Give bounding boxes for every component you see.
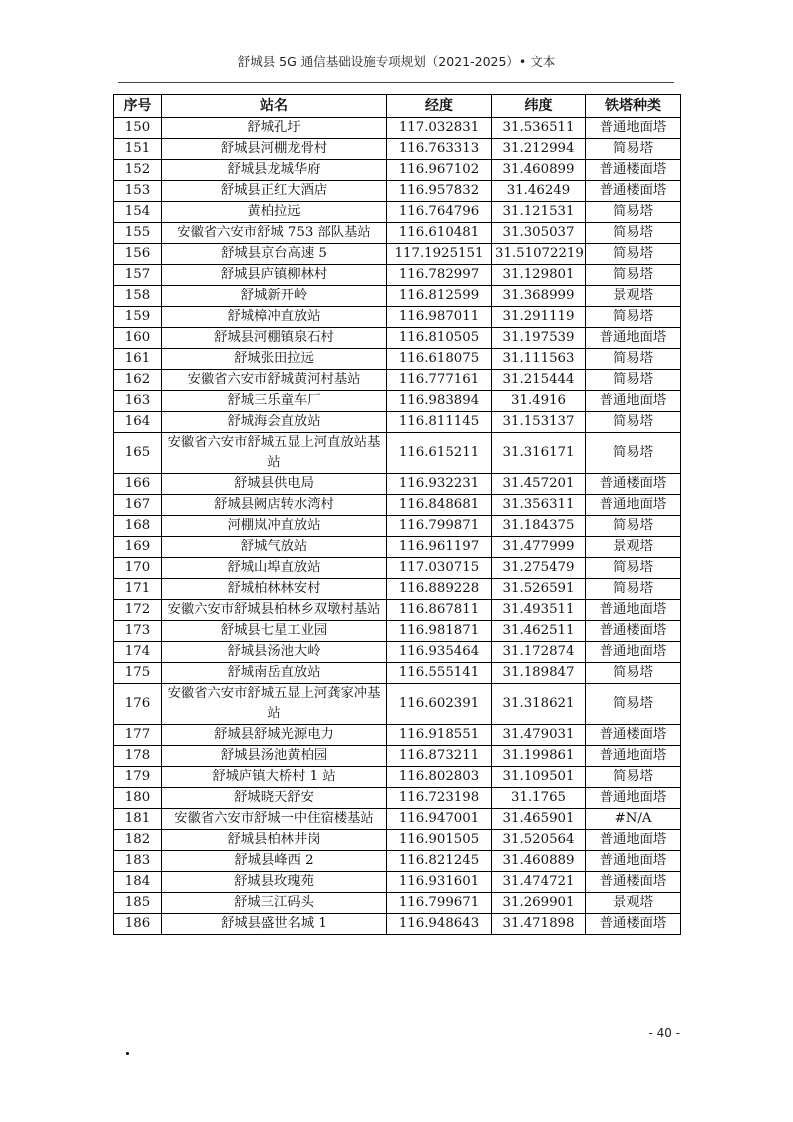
- cell-latitude: 31.199861: [492, 746, 586, 767]
- cell-longitude: 116.615211: [387, 433, 492, 474]
- cell-index: 181: [114, 809, 162, 830]
- cell-tower-type: 普通楼面塔: [586, 181, 681, 202]
- cell-index: 170: [114, 558, 162, 579]
- cell-tower-type: 简易塔: [586, 139, 681, 160]
- table-row: [114, 663, 681, 684]
- column-header-longitude: 经度: [387, 95, 492, 118]
- cell-station-name: 舒城县河棚龙骨村: [162, 139, 387, 160]
- cell-longitude: 117.030715: [387, 558, 492, 579]
- column-header-index: 序号: [114, 95, 162, 118]
- cell-tower-type: 简易塔: [586, 244, 681, 265]
- cell-latitude: 31.184375: [492, 516, 586, 537]
- cell-station-name: 舒城县阙店转水湾村: [162, 495, 387, 516]
- cell-longitude: 116.810505: [387, 328, 492, 349]
- cell-index: 150: [114, 118, 162, 139]
- cell-station-name: 安徽省六安市舒城 753 部队基站: [162, 223, 387, 244]
- cell-index: 161: [114, 349, 162, 370]
- cell-latitude: 31.460899: [492, 160, 586, 181]
- table-row: [114, 118, 681, 139]
- cell-latitude: 31.269901: [492, 893, 586, 914]
- cell-tower-type: 普通地面塔: [586, 118, 681, 139]
- cell-longitude: 116.981871: [387, 621, 492, 642]
- cell-longitude: 116.811145: [387, 412, 492, 433]
- cell-latitude: 31.212994: [492, 139, 586, 160]
- header-divider: [118, 82, 674, 83]
- cell-tower-type: 普通楼面塔: [586, 474, 681, 495]
- cell-latitude: 31.121531: [492, 202, 586, 223]
- cell-longitude: 117.032831: [387, 118, 492, 139]
- cell-tower-type: 普通楼面塔: [586, 160, 681, 181]
- cell-longitude: 116.918551: [387, 725, 492, 746]
- table-row: [114, 914, 681, 935]
- cell-index: 169: [114, 537, 162, 558]
- table-row: [114, 474, 681, 495]
- cell-station-name: 舒城县峰西 2: [162, 851, 387, 872]
- table-row: [114, 893, 681, 914]
- table-row: [114, 202, 681, 223]
- cell-longitude: 116.848681: [387, 495, 492, 516]
- table-row: [114, 642, 681, 663]
- cell-index: 158: [114, 286, 162, 307]
- cell-index: 178: [114, 746, 162, 767]
- cell-longitude: 116.957832: [387, 181, 492, 202]
- cell-latitude: 31.477999: [492, 537, 586, 558]
- cell-latitude: 31.460889: [492, 851, 586, 872]
- table-header-row: [114, 95, 681, 118]
- cell-longitude: 116.947001: [387, 809, 492, 830]
- cell-latitude: 31.172874: [492, 642, 586, 663]
- cell-index: 184: [114, 872, 162, 893]
- cell-longitude: 116.555141: [387, 663, 492, 684]
- cell-longitude: 116.602391: [387, 684, 492, 725]
- cell-station-name: 舒城三乐童车厂: [162, 391, 387, 412]
- cell-latitude: 31.356311: [492, 495, 586, 516]
- cell-tower-type: 普通地面塔: [586, 746, 681, 767]
- cell-index: 165: [114, 433, 162, 474]
- cell-station-name: 舒城县供电局: [162, 474, 387, 495]
- table-row: [114, 830, 681, 851]
- table-row: [114, 788, 681, 809]
- cell-station-name: 舒城气放站: [162, 537, 387, 558]
- cell-latitude: 31.129801: [492, 265, 586, 286]
- cell-station-name: 舒城孔圩: [162, 118, 387, 139]
- table-row: [114, 370, 681, 391]
- cell-station-name: 安徽省六安市舒城五显上河龚家冲基站: [162, 684, 387, 725]
- cell-index: 156: [114, 244, 162, 265]
- cell-tower-type: 景观塔: [586, 537, 681, 558]
- table-row: [114, 223, 681, 244]
- cell-station-name: 舒城县舒城光源电力: [162, 725, 387, 746]
- table-row: [114, 412, 681, 433]
- cell-index: 186: [114, 914, 162, 935]
- cell-station-name: 舒城南岳直放站: [162, 663, 387, 684]
- cell-longitude: 116.967102: [387, 160, 492, 181]
- cell-index: 159: [114, 307, 162, 328]
- cell-longitude: 116.948643: [387, 914, 492, 935]
- table-row: [114, 684, 681, 725]
- cell-station-name: 舒城新开岭: [162, 286, 387, 307]
- cell-tower-type: 景观塔: [586, 893, 681, 914]
- cell-tower-type: 简易塔: [586, 558, 681, 579]
- cell-latitude: 31.368999: [492, 286, 586, 307]
- cell-longitude: 116.777161: [387, 370, 492, 391]
- cell-station-name: 舒城三江码头: [162, 893, 387, 914]
- cell-index: 157: [114, 265, 162, 286]
- cell-longitude: 116.802803: [387, 767, 492, 788]
- cell-tower-type: 普通地面塔: [586, 495, 681, 516]
- page-number: - 40 -: [648, 1026, 680, 1040]
- cell-station-name: 舒城山埠直放站: [162, 558, 387, 579]
- cell-index: 173: [114, 621, 162, 642]
- cell-station-name: 舒城县汤池大岭: [162, 642, 387, 663]
- table-row: [114, 160, 681, 181]
- table-row: [114, 746, 681, 767]
- table-row: [114, 809, 681, 830]
- cell-tower-type: 简易塔: [586, 349, 681, 370]
- cell-tower-type: 简易塔: [586, 516, 681, 537]
- cell-index: 155: [114, 223, 162, 244]
- table-row: [114, 851, 681, 872]
- cell-longitude: 116.723198: [387, 788, 492, 809]
- cell-latitude: 31.479031: [492, 725, 586, 746]
- cell-station-name: 舒城县庐镇柳林村: [162, 265, 387, 286]
- page-header: 舒城县 5G 通信基础设施专项规划（2021-2025）• 文本: [237, 54, 556, 69]
- cell-index: 167: [114, 495, 162, 516]
- cell-longitude: 116.821245: [387, 851, 492, 872]
- cell-longitude: 116.618075: [387, 349, 492, 370]
- cell-longitude: 116.799671: [387, 893, 492, 914]
- cell-station-name: 舒城张田拉远: [162, 349, 387, 370]
- cell-longitude: 116.901505: [387, 830, 492, 851]
- cell-index: 183: [114, 851, 162, 872]
- footer-bullet-dot: [126, 1052, 129, 1055]
- cell-tower-type: 普通楼面塔: [586, 725, 681, 746]
- cell-station-name: 舒城县京台高速 5: [162, 244, 387, 265]
- cell-station-name: 安徽省六安市舒城黄河村基站: [162, 370, 387, 391]
- cell-station-name: 舒城县汤池黄柏园: [162, 746, 387, 767]
- cell-index: 153: [114, 181, 162, 202]
- cell-station-name: 舒城县七星工业园: [162, 621, 387, 642]
- cell-latitude: 31.109501: [492, 767, 586, 788]
- table-row: [114, 328, 681, 349]
- cell-tower-type: 普通地面塔: [586, 328, 681, 349]
- cell-index: 175: [114, 663, 162, 684]
- cell-latitude: 31.465901: [492, 809, 586, 830]
- cell-station-name: 安徽六安市舒城县柏林乡双墩村基站: [162, 600, 387, 621]
- cell-latitude: 31.291119: [492, 307, 586, 328]
- table-row: [114, 349, 681, 370]
- cell-latitude: 31.4916: [492, 391, 586, 412]
- cell-tower-type: 简易塔: [586, 307, 681, 328]
- cell-index: 163: [114, 391, 162, 412]
- table-body: [114, 118, 681, 935]
- cell-index: 151: [114, 139, 162, 160]
- cell-index: 172: [114, 600, 162, 621]
- table-row: [114, 244, 681, 265]
- cell-tower-type: 简易塔: [586, 412, 681, 433]
- cell-station-name: 舒城县柏林井岗: [162, 830, 387, 851]
- cell-station-name: 舒城县河棚镇泉石村: [162, 328, 387, 349]
- cell-index: 164: [114, 412, 162, 433]
- table-row: [114, 537, 681, 558]
- cell-longitude: 117.1925151: [387, 244, 492, 265]
- cell-tower-type: 简易塔: [586, 370, 681, 391]
- cell-tower-type: 简易塔: [586, 579, 681, 600]
- table-row: [114, 767, 681, 788]
- cell-longitude: 116.932231: [387, 474, 492, 495]
- cell-station-name: 河棚岚冲直放站: [162, 516, 387, 537]
- cell-station-name: 舒城海会直放站: [162, 412, 387, 433]
- cell-station-name: 安徽省六安市舒城五显上河直放站基站: [162, 433, 387, 474]
- cell-index: 176: [114, 684, 162, 725]
- table-row: [114, 872, 681, 893]
- cell-longitude: 116.873211: [387, 746, 492, 767]
- table-row: [114, 725, 681, 746]
- cell-tower-type: 普通地面塔: [586, 391, 681, 412]
- cell-station-name: 舒城县盛世名城 1: [162, 914, 387, 935]
- cell-station-name: 舒城县玫瑰苑: [162, 872, 387, 893]
- column-header-station-name: 站名: [162, 95, 387, 118]
- table-row: [114, 516, 681, 537]
- cell-longitude: 116.935464: [387, 642, 492, 663]
- table-row: [114, 286, 681, 307]
- cell-tower-type: 简易塔: [586, 767, 681, 788]
- cell-tower-type: 普通地面塔: [586, 642, 681, 663]
- cell-index: 166: [114, 474, 162, 495]
- cell-station-name: 舒城庐镇大桥村 1 站: [162, 767, 387, 788]
- cell-index: 171: [114, 579, 162, 600]
- cell-index: 154: [114, 202, 162, 223]
- cell-longitude: 116.763313: [387, 139, 492, 160]
- table-row: [114, 558, 681, 579]
- cell-index: 174: [114, 642, 162, 663]
- column-header-tower-type: 铁塔种类: [586, 95, 681, 118]
- cell-latitude: 31.111563: [492, 349, 586, 370]
- cell-tower-type: 普通地面塔: [586, 830, 681, 851]
- cell-latitude: 31.1765: [492, 788, 586, 809]
- cell-tower-type: 简易塔: [586, 663, 681, 684]
- cell-latitude: 31.457201: [492, 474, 586, 495]
- cell-latitude: 31.493511: [492, 600, 586, 621]
- cell-latitude: 31.536511: [492, 118, 586, 139]
- cell-tower-type: 普通地面塔: [586, 600, 681, 621]
- table-row: [114, 307, 681, 328]
- cell-latitude: 31.197539: [492, 328, 586, 349]
- cell-latitude: 31.520564: [492, 830, 586, 851]
- cell-longitude: 116.983894: [387, 391, 492, 412]
- cell-index: 168: [114, 516, 162, 537]
- cell-longitude: 116.764796: [387, 202, 492, 223]
- cell-latitude: 31.215444: [492, 370, 586, 391]
- cell-latitude: 31.305037: [492, 223, 586, 244]
- cell-longitude: 116.987011: [387, 307, 492, 328]
- column-header-latitude: 纬度: [492, 95, 586, 118]
- table-row: [114, 433, 681, 474]
- cell-latitude: 31.51072219: [492, 244, 586, 265]
- cell-tower-type: 普通楼面塔: [586, 621, 681, 642]
- table-row: [114, 579, 681, 600]
- cell-longitude: 116.610481: [387, 223, 492, 244]
- cell-longitude: 116.799871: [387, 516, 492, 537]
- cell-index: 152: [114, 160, 162, 181]
- table-row: [114, 391, 681, 412]
- cell-station-name: 舒城县正红大酒店: [162, 181, 387, 202]
- cell-longitude: 116.782997: [387, 265, 492, 286]
- cell-index: 160: [114, 328, 162, 349]
- cell-longitude: 116.812599: [387, 286, 492, 307]
- cell-tower-type: 简易塔: [586, 223, 681, 244]
- cell-station-name: 舒城柏林林安村: [162, 579, 387, 600]
- table-row: [114, 600, 681, 621]
- cell-tower-type: 简易塔: [586, 433, 681, 474]
- cell-latitude: 31.471898: [492, 914, 586, 935]
- cell-longitude: 116.889228: [387, 579, 492, 600]
- cell-tower-type: 简易塔: [586, 202, 681, 223]
- cell-station-name: 舒城樟冲直放站: [162, 307, 387, 328]
- cell-index: 177: [114, 725, 162, 746]
- cell-tower-type: 景观塔: [586, 286, 681, 307]
- cell-index: 180: [114, 788, 162, 809]
- cell-station-name: 舒城晓天舒安: [162, 788, 387, 809]
- table-row: [114, 139, 681, 160]
- cell-tower-type: 简易塔: [586, 265, 681, 286]
- cell-latitude: 31.318621: [492, 684, 586, 725]
- cell-latitude: 31.462511: [492, 621, 586, 642]
- cell-tower-type: #N/A: [586, 809, 681, 830]
- table-row: [114, 265, 681, 286]
- cell-latitude: 31.189847: [492, 663, 586, 684]
- cell-longitude: 116.931601: [387, 872, 492, 893]
- cell-latitude: 31.474721: [492, 872, 586, 893]
- cell-latitude: 31.275479: [492, 558, 586, 579]
- table-row: [114, 621, 681, 642]
- station-table: [113, 94, 681, 935]
- cell-index: 185: [114, 893, 162, 914]
- cell-latitude: 31.46249: [492, 181, 586, 202]
- cell-tower-type: 简易塔: [586, 684, 681, 725]
- cell-index: 182: [114, 830, 162, 851]
- cell-station-name: 安徽省六安市舒城一中住宿楼基站: [162, 809, 387, 830]
- cell-tower-type: 普通地面塔: [586, 851, 681, 872]
- cell-latitude: 31.153137: [492, 412, 586, 433]
- cell-station-name: 舒城县龙城华府: [162, 160, 387, 181]
- cell-index: 162: [114, 370, 162, 391]
- table-row: [114, 181, 681, 202]
- cell-longitude: 116.867811: [387, 600, 492, 621]
- cell-station-name: 黄柏拉远: [162, 202, 387, 223]
- cell-tower-type: 普通楼面塔: [586, 914, 681, 935]
- table-row: [114, 495, 681, 516]
- cell-latitude: 31.526591: [492, 579, 586, 600]
- cell-latitude: 31.316171: [492, 433, 586, 474]
- cell-longitude: 116.961197: [387, 537, 492, 558]
- cell-tower-type: 普通楼面塔: [586, 872, 681, 893]
- cell-tower-type: 普通地面塔: [586, 788, 681, 809]
- cell-index: 179: [114, 767, 162, 788]
